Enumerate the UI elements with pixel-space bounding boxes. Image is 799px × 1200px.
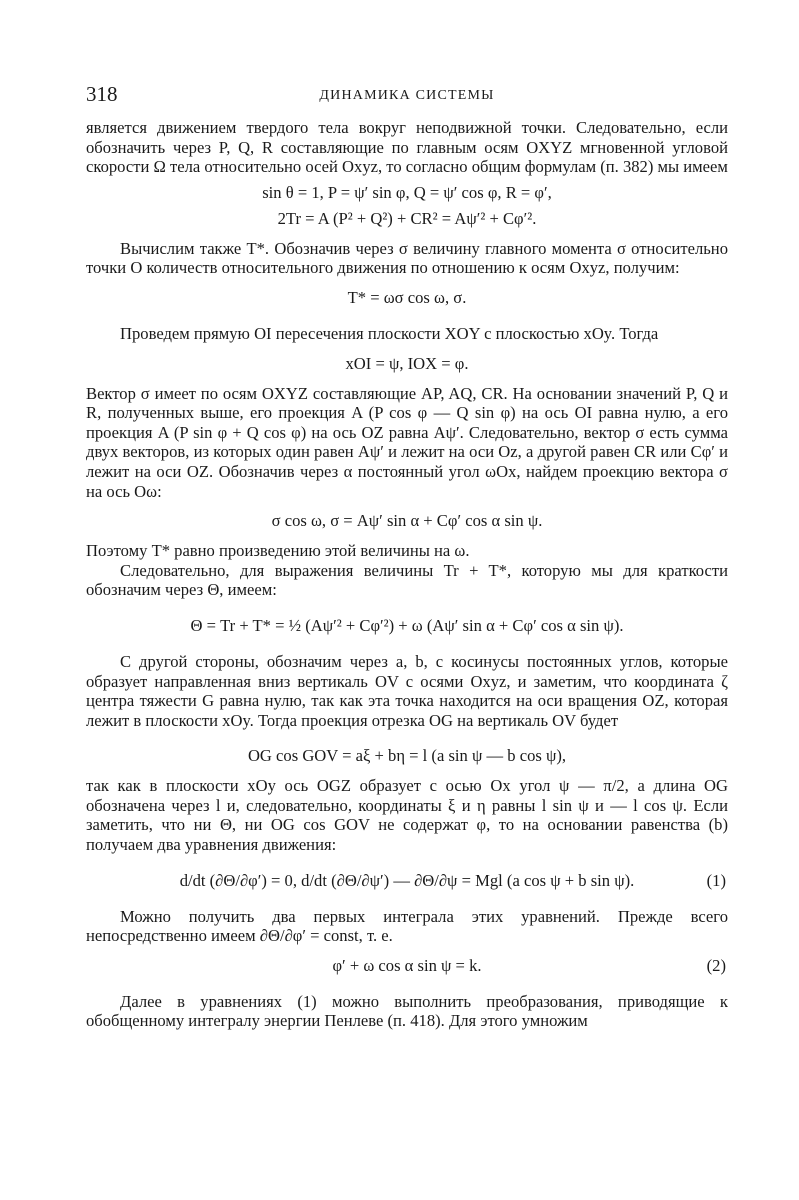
formula-body: φ′ + ω cos α sin ψ = k. [332,955,482,975]
formula-body: d/dt (∂Θ/∂φ′) = 0, d/dt (∂Θ/∂ψ′) — ∂Θ/∂ψ = Mgl (a cos ψ + b sin ψ). [179,870,635,890]
paragraph: Поэтому T* равно произведению этой величины на ω. [86,541,470,561]
running-title: ДИНАМИКА СИСТЕМЫ [319,88,495,103]
paragraph: так как в плоскости xOy ось OGZ образует с осью Ox угол ψ — π/2, а длина OG обозначена через l и, следовательно, координаты ξ и η равны l sin ψ и — l cos ψ. Если заметить, что ни Θ, ни OG cos GOV не содержат φ, то на основании равенства (b) получаем два уравнения движения: [86,776,728,855]
equation-number: (2) [706,955,726,975]
formula: Θ = Tr + T* = ½ (Aψ′² + Cφ′²) + ω (Aψ′ sin α + Cφ′ cos α sin ψ). [190,615,624,635]
page-header [86,82,728,112]
paragraph: Далее в уравнениях (1) можно выполнить преобразования, приводящие к обобщенному интегралу энергии Пенлеве (п. 418). Для этого умножим [86,991,728,1031]
paragraph: Проведем прямую OI пересечения плоскости XOY с плоскостью xOy. Тогда [120,323,659,343]
formula: 2Tr = A (P² + Q²) + CR² = Aψ′² + Cφ′². [277,208,537,228]
formula: T* = ωσ cos ω, σ. [347,287,467,307]
formula: OG cos GOV = aξ + bη = l (a sin ψ — b cos ψ), [247,746,567,766]
book-page [86,82,728,1031]
paragraph: Можно получить два первых интеграла этих уравнений. Прежде всего непосредственно имеем ∂Θ/∂φ′ = const, т. е. [86,906,728,946]
paragraph: Следовательно, для выражения величины Tr + T*, которую мы для краткости обозначим через Θ, имеем: [86,560,728,600]
formula-numbered [86,871,728,891]
paragraph: Вычислим также T*. Обозначив через σ величину главного момента σ относительно точки O количеств относительного движения по отношению к осям Oxyz, получим: [86,238,728,278]
page-number: 318 [86,82,118,106]
paragraph: С другой стороны, обозначим через a, b, c косинусы постоянных углов, которые образует направленная вниз вертикаль OV с осями Oxyz, и заметим, что координата ζ центра тяжести G равна нулю, так как эта точка находится на оси вращения OZ, которая лежит в плоскости xOy. Тогда проекция отрезка OG на вертикаль OV будет [86,651,728,730]
formula-numbered [86,956,728,976]
formula: σ cos ω, σ = Aψ′ sin α + Cφ′ cos α sin ψ. [271,511,543,531]
paragraph: Вектор σ имеет по осям OXYZ составляющие AP, AQ, CR. На основании значений P, Q и R, полученных выше, его проекция A (P cos φ — Q sin φ) на ось OI равна нулю, а его проекция A (P sin φ + Q cos φ) на ось OZ равна Aψ′. Следовательно, вектор σ есть сумма двух векторов, из которых один равен Aψ′ и лежит на оси Oz, а другой равен CR или Cφ′ и лежит на оси OZ. Обозначив через α постоянный угол ωOx, найдем проекцию вектора σ на ось Oω: [86,383,728,501]
formula: xOI = ψ, IOX = φ. [345,353,469,373]
formula: sin θ = 1, P = ψ′ sin φ, Q = ψ′ cos φ, R = φ′, [262,182,552,202]
equation-number: (1) [706,870,726,890]
paragraph: является движением твердого тела вокруг неподвижной точки. Следовательно, если обозначить через P, Q, R составляющие по главным осям OXYZ мгновенной угловой скорости Ω тела относительно осей Oxyz, то согласно общим формулам (п. 382) мы имеем [86,118,728,177]
